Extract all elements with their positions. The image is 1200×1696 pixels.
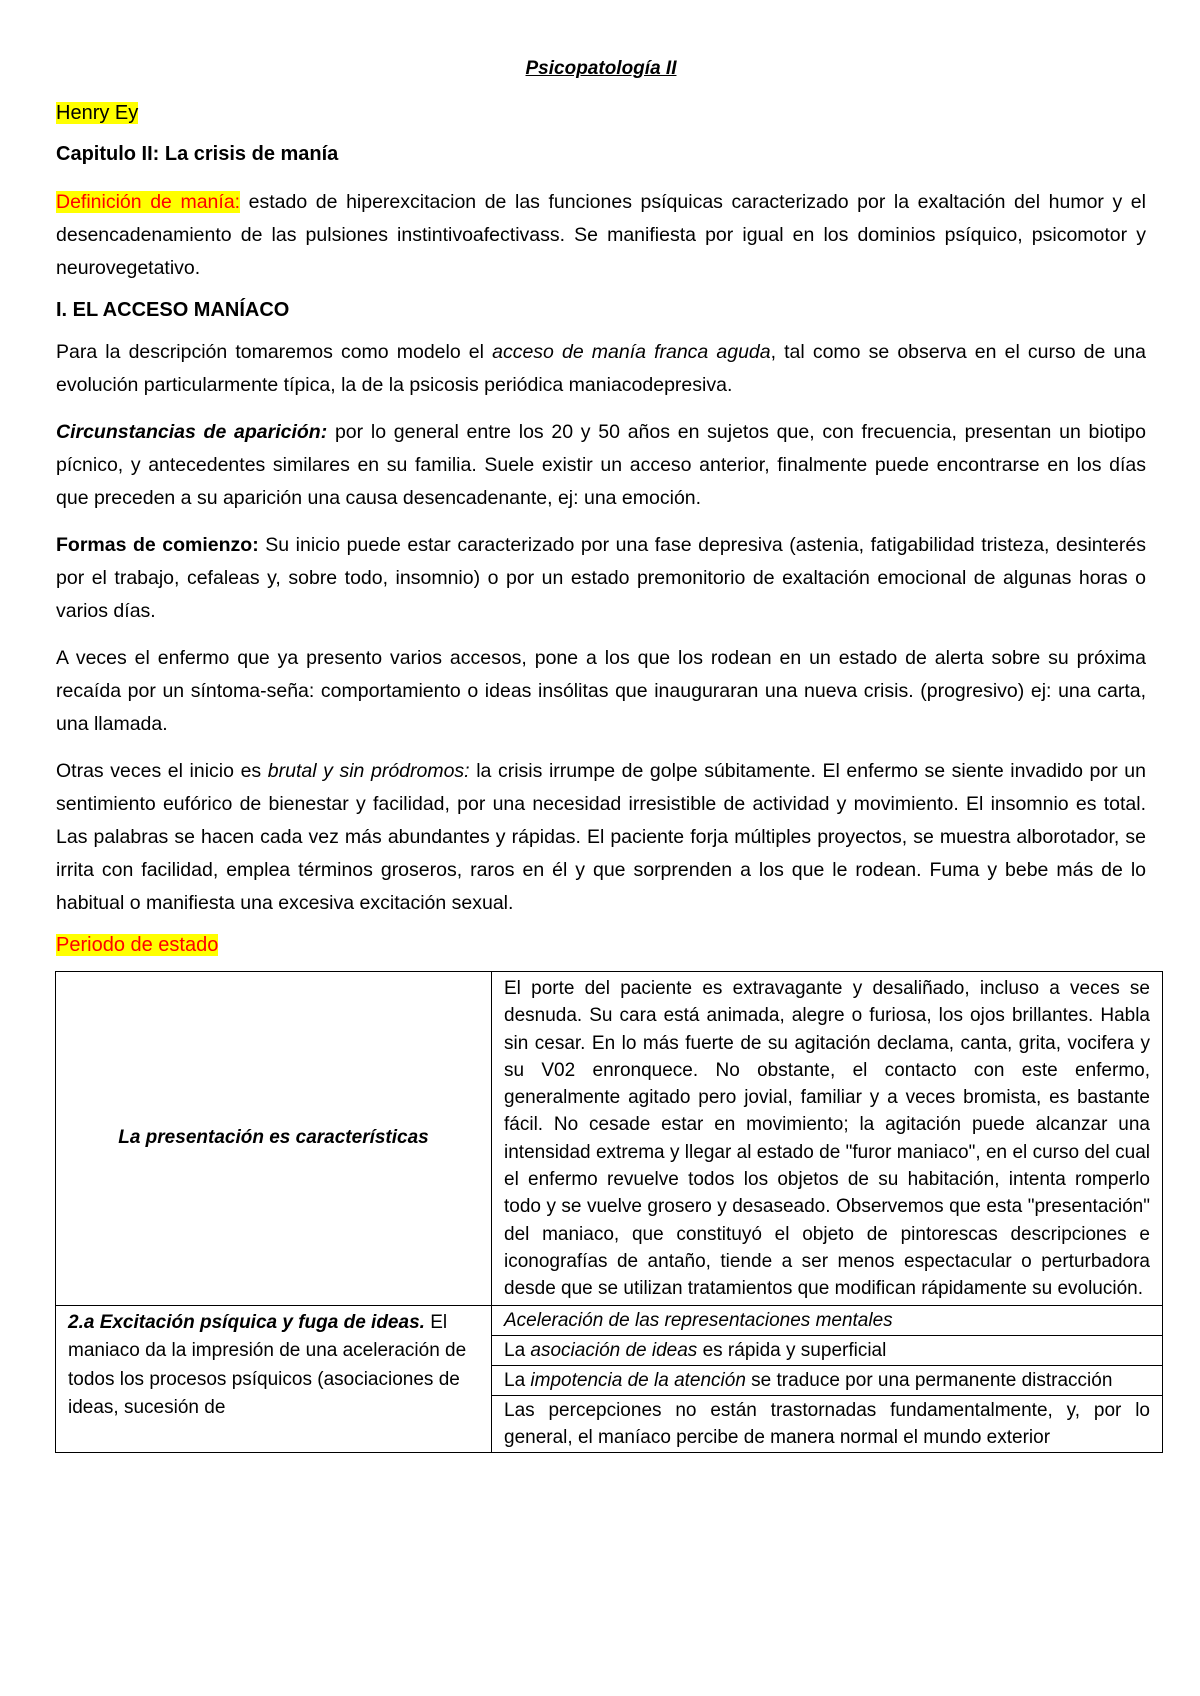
asociacion-italic: asociación de ideas [530, 1339, 698, 1361]
atencion-pre: La [504, 1369, 531, 1391]
document-title: Psicopatología II [525, 58, 677, 79]
aceleracion-text: Aceleración de las representaciones mentales [504, 1309, 893, 1331]
table-cell-presentacion-text: El porte del paciente es extravagante y desaliñado, incluso a veces se desnuda. Su cara está animada, alegre o furiosa, los ojos brillantes. Habla sin cesar. En lo más fuerte de su agitación declama, canta, grita, vocifera y su V02 enronquece. No obstante, el contacto con este enfermo, generalmente agitado pero jovial, familiar y a veces bromista, es bastante fácil. No cesade estar en movimiento; la agitación puede alcanzar una intensidad extrema y llegar al estado de "furor maniaco", en el curso del cual el enfermo revuelve todos los objetos de su habitación, intenta romperlo todo y se vuelve grosero y desaseado. Observemos que esta "presentación" del maniaco, que constituyó el objeto de pintorescas descripciones e iconografías de antaño, tiende a ser menos espectacular o perturbadora desde que se utilizan tratamientos que modifican rápidamente su evolución. [492, 972, 1163, 1306]
definition-paragraph [56, 186, 1146, 285]
atencion-post: se traduce por una permanente distracción [745, 1369, 1113, 1391]
otras-text-2: la crisis irrumpe de golpe súbitamente. El enfermo se siente invadido por un sentimiento eufórico de bienestar y facilidad, por una necesidad irresistible de actividad y movimiento. El insomnio es total. Las palabras se hacen cada vez más abundantes y rápidas. El paciente forja múltiples proyectos, se muestra alborotador, se irrita con facilidad, emplea términos groseros, raros en él y que sorprenden a los que le rodean. Fuma y bebe más de lo habitual o manifiesta una excesiva excitación sexual. [56, 760, 1146, 914]
atencion-italic: impotencia de la atención [530, 1369, 746, 1391]
table-cell-percepciones: Las percepciones no están trastornadas fundamentalmente, y, por lo general, el maníaco percibe de manera normal el mundo exterior [492, 1395, 1163, 1452]
circunstancias-text: por lo general entre los 20 y 50 años en sujetos que, con frecuencia, presentan un biotipo pícnico, y antecedentes similares en su familia. Suele existir un acceso anterior, finalmente puede encontrarse en los días que preceden a su aparición una causa desencadenante, ej: una emoción. [56, 421, 1146, 509]
table-cell-excitacion [56, 1305, 492, 1452]
table-cell-aceleracion [492, 1305, 1163, 1335]
periodo-heading [56, 934, 1146, 957]
table-cell-atencion [492, 1365, 1163, 1395]
circunstancias-paragraph [56, 416, 1146, 515]
otras-text-1: Otras veces el inicio es [56, 760, 268, 782]
otras-paragraph [56, 755, 1146, 920]
author-line [56, 102, 1146, 125]
intro-text-1: Para la descripción tomaremos como modelo el [56, 341, 493, 363]
aveces-paragraph: A veces el enfermo que ya presento varios accesos, pone a los que los rodean en un estado de alerta sobre su próxima recaída por un síntoma-seña: comportamiento o ideas insólitas que inauguraran una nueva crisis. (progresivo) ej: una carta, una llamada. [56, 647, 1146, 735]
definition-label: Definición de manía: [56, 191, 241, 213]
table-cell-presentacion-label: La presentación es características [56, 972, 492, 1306]
table-row [56, 1305, 1163, 1335]
asociacion-post: es rápida y superficial [697, 1339, 887, 1361]
circunstancias-label: Circunstancias de aparición: [56, 421, 328, 443]
intro-paragraph [56, 336, 1146, 402]
document-content [56, 58, 1150, 1453]
definition-text: estado de hiperexcitacion de las funciones psíquicas caracterizado por la exaltación del humor y el desencadenamiento de las pulsiones instintivoafectivass. Se manifiesta por igual en los dominios psíquico, psicomotor y neurovegetativo. [56, 191, 1146, 279]
table-cell-asociacion [492, 1335, 1163, 1365]
formas-paragraph [56, 529, 1146, 628]
excitacion-text: El maniaco da la impresión de una aceleración de todos los procesos psíquicos (asociaciones de ideas, sucesión de [68, 1311, 467, 1419]
excitacion-label: 2.a Excitación psíquica y fuga de ideas. [68, 1311, 425, 1333]
section-heading: I. EL ACCESO MANÍACO [56, 299, 290, 321]
formas-label: Formas de comienzo: [56, 534, 259, 556]
table-row [56, 972, 1163, 1306]
formas-text: Su inicio puede estar caracterizado por una fase depresiva (astenia, fatigabilidad tristeza, desinterés por el trabajo, cefaleas y, sobre todo, insomnio) o por un estado premonitorio de exaltación emocional de algunas horas o varios días. [56, 534, 1146, 622]
asociacion-pre: La [504, 1339, 531, 1361]
author-highlight: Henry Ey [56, 102, 139, 124]
periodo-label: Periodo de estado [56, 934, 219, 956]
periodo-table [55, 971, 1163, 1453]
chapter-heading: Capitulo II: La crisis de manía [56, 143, 339, 165]
otras-italic: brutal y sin pródromos: [267, 760, 470, 782]
intro-italic: acceso de manía franca aguda [492, 341, 771, 363]
intro-text-2: , tal como se observa en el curso de una evolución particularmente típica, la de la psicosis periódica maniacodepresiva. [56, 341, 1146, 396]
